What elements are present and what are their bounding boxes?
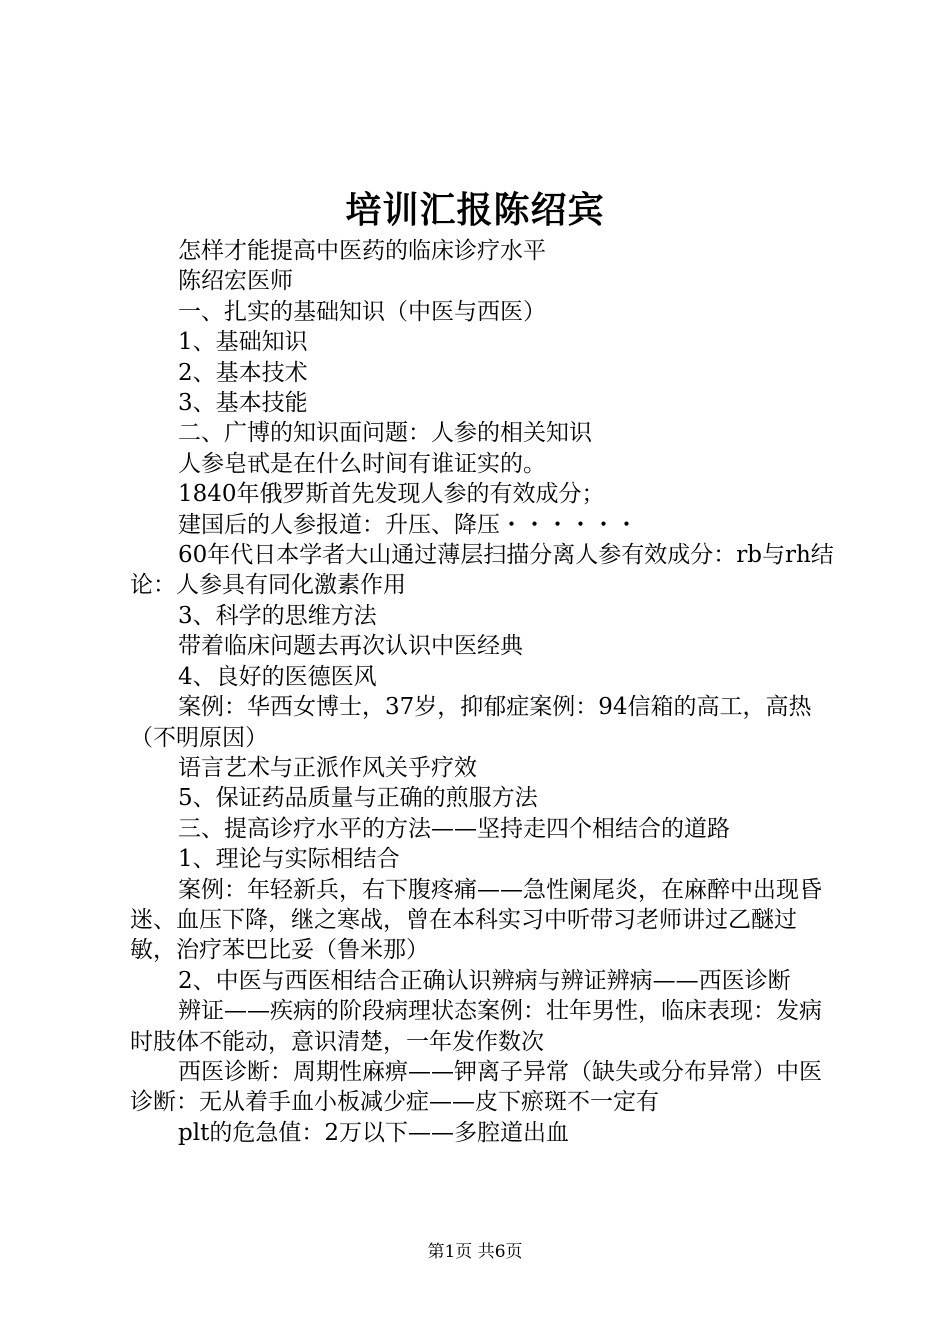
page-footer: 第1页 共6页 <box>427 1242 523 1262</box>
document-title: 培训汇报陈绍宾 <box>345 189 605 231</box>
paragraph: 带着临床问题去再次认识中医经典 <box>178 633 523 660</box>
paragraph: 语言艺术与正派作风关乎疗效 <box>178 754 477 781</box>
paragraph: 3、基本技能 <box>178 390 308 417</box>
paragraph: 辨证——疾病的阶段病理状态案例：壮年男性，临床表现：发病时肢体不能动，意识清楚，一年发作数次 <box>130 998 822 1055</box>
document-body <box>130 236 838 1148</box>
paragraph: 一、扎实的基础知识（中医与西医） <box>178 298 546 325</box>
paragraph: 3、科学的思维方法 <box>178 602 377 629</box>
paragraph: 陈绍宏医师 <box>178 268 293 295</box>
paragraph: 建国后的人参报道：升压、降压・・・・・・ <box>178 511 638 538</box>
paragraph: 案例：年轻新兵，右下腹疼痛——急性阑尾炎，在麻醉中出现昏迷、血压下降，继之寒战，曾在本科实习中听带习老师讲过乙醚过敏，治疗苯巴比妥（鲁米那） <box>130 876 822 964</box>
paragraph: 1840年俄罗斯首先发现人参的有效成分； <box>178 481 605 508</box>
paragraph: 案例：华西女博士，37岁，抑郁症案例：94信箱的高工，高热（不明原因） <box>130 694 812 751</box>
paragraph: 西医诊断：周期性麻痹——钾离子异常（缺失或分布异常）中医诊断：无从着手血小板减少症——皮下瘀斑不一定有 <box>130 1058 822 1116</box>
paragraph: 三、提高诊疗水平的方法——坚持走四个相结合的道路 <box>178 815 730 842</box>
paragraph: 60年代日本学者大山通过薄层扫描分离人参有效成分：rb与rh结论：人参具有同化激素作用 <box>130 542 834 599</box>
paragraph: 二、广博的知识面问题：人参的相关知识 <box>178 420 592 447</box>
paragraph: 2、中医与西医相结合正确认识辨病与辨证辨病——西医诊断 <box>178 967 791 994</box>
paragraph: 4、良好的医德医风 <box>178 663 377 690</box>
paragraph: 1、基础知识 <box>178 329 308 356</box>
paragraph: 1、理论与实际相结合 <box>178 846 400 873</box>
paragraph: 人参皂甙是在什么时间有谁证实的。 <box>178 450 546 477</box>
paragraph: 怎样才能提高中医药的临床诊疗水平 <box>178 238 546 264</box>
paragraph: plt的危急值：2万以下——多腔道出血 <box>178 1119 569 1146</box>
paragraph: 2、基本技术 <box>178 359 308 386</box>
paragraph: 5、保证药品质量与正确的煎服方法 <box>178 785 538 812</box>
